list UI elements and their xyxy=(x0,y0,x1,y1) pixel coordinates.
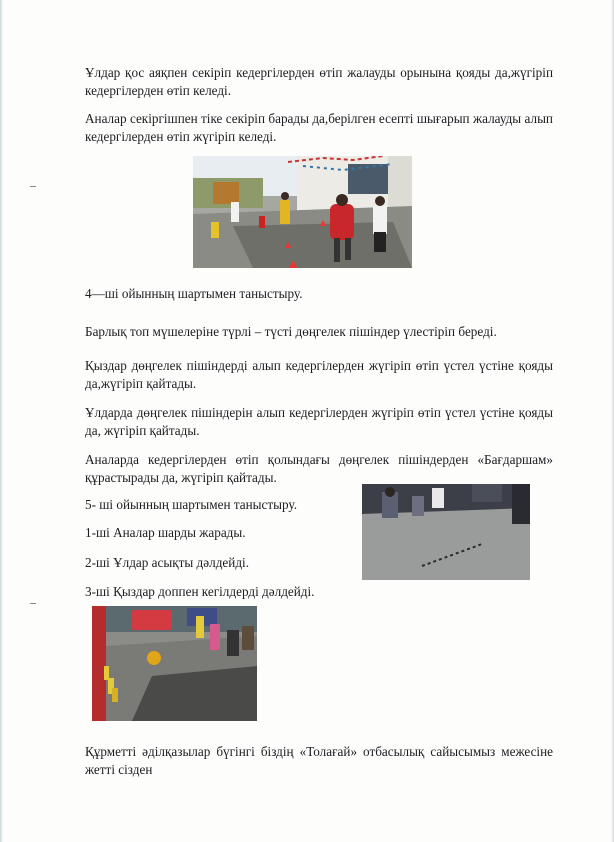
photo-asyk-game xyxy=(362,484,530,580)
game-five-heading: 5- ші ойынның шартымен таныстыру. xyxy=(85,497,298,512)
paragraph-boys-jump: Ұлдар қос аяқпен секіріп кедергілерден өтіп жалауды орынына қояды да,жүгіріп кедергілерден өтіп келеді. xyxy=(85,65,553,98)
paragraph-girls-shapes: Қыздар дөңгелек пішіндерді алып кедергілерден жүгіріп өтіп үстел үстіне қояды да,жүгіріп қайтады. xyxy=(85,358,553,391)
photo-relay-race xyxy=(193,156,412,268)
scan-edge-left xyxy=(0,0,3,842)
game-four-heading: 4—ші ойынның шартымен таныстыру. xyxy=(85,286,303,301)
paragraph-boys-shapes: Ұлдарда дөңгелек пішіндерін алып кедергілерден жүгіріп өтіп үстел үстіне қояды да, жүгіріп қайтады. xyxy=(85,405,553,438)
paragraph-shapes-distribute: Барлық топ мүшелеріне түрлі – түсті дөңгелек пішіндер үлестіріп береді. xyxy=(85,324,497,339)
paragraph-mothers-balloon: 1-ші Аналар шарды жарады. xyxy=(85,525,246,540)
scan-mark xyxy=(30,186,36,187)
paragraph-closing: Құрметті әділқазылар бүгінгі біздің «Толағай» отбасылық сайысымыз межесіне жетті сізден xyxy=(85,744,553,777)
paragraph-boys-asyk: 2-ші Ұлдар асықты дәлдейді. xyxy=(85,555,249,570)
paragraph-girls-skittles: 3-ші Қыздар доппен кегілдерді дәлдейді. xyxy=(85,584,315,599)
scan-mark xyxy=(30,603,36,604)
paragraph-mothers-traffic-light: Аналарда кедергілерден өтіп қолындағы дөңгелек пішіндерден «Бағдаршам» құрастырады да, жүгіріп қайтады. xyxy=(85,452,553,485)
paragraph-mothers-rope: Аналар секіргішпен тіке секіріп барады да,берілген есепті шығарып жалауды алып кедергілерден өтіп жүгіріп келеді. xyxy=(85,111,553,144)
photo-skittles-game xyxy=(92,606,257,721)
